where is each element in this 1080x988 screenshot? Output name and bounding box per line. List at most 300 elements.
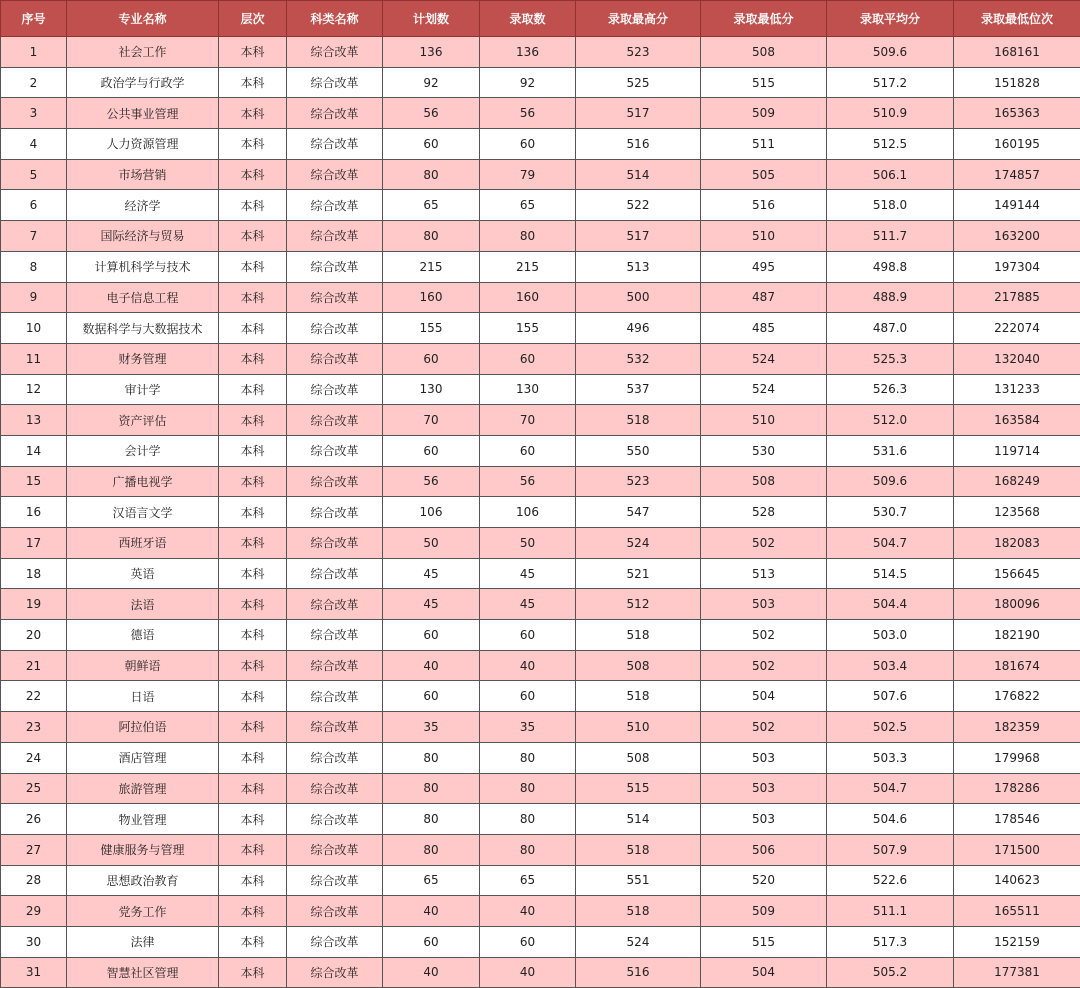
category: 综合改革 [287, 528, 383, 559]
header-row [1, 1, 1080, 37]
level: 本科 [219, 804, 287, 835]
category: 综合改革 [287, 804, 383, 835]
level: 本科 [219, 67, 287, 98]
min-score: 485 [701, 313, 827, 344]
row-index: 27 [1, 834, 67, 865]
category: 综合改革 [287, 773, 383, 804]
major-name: 计算机科学与技术 [67, 251, 219, 282]
level: 本科 [219, 37, 287, 68]
row-index: 4 [1, 129, 67, 160]
table-row [1, 558, 1080, 589]
min-score: 524 [701, 343, 827, 374]
avg-score: 503.3 [827, 742, 954, 773]
min-rank: 168249 [954, 466, 1080, 497]
category: 综合改革 [287, 957, 383, 988]
admitted-count: 106 [480, 497, 576, 528]
max-score: 547 [576, 497, 701, 528]
avg-score: 509.6 [827, 37, 954, 68]
avg-score: 507.6 [827, 681, 954, 712]
min-score: 524 [701, 374, 827, 405]
admitted-count: 40 [480, 650, 576, 681]
level: 本科 [219, 190, 287, 221]
major-name: 汉语言文学 [67, 497, 219, 528]
row-index: 1 [1, 37, 67, 68]
major-name: 数据科学与大数据技术 [67, 313, 219, 344]
avg-score: 505.2 [827, 957, 954, 988]
admitted-count: 45 [480, 589, 576, 620]
admitted-count: 60 [480, 620, 576, 651]
category: 综合改革 [287, 374, 383, 405]
min-score: 503 [701, 804, 827, 835]
min-rank: 197304 [954, 251, 1080, 282]
min-score: 508 [701, 37, 827, 68]
admitted-count: 136 [480, 37, 576, 68]
level: 本科 [219, 343, 287, 374]
admitted-count: 40 [480, 896, 576, 927]
min-rank: 123568 [954, 497, 1080, 528]
avg-score: 526.3 [827, 374, 954, 405]
avg-score: 503.0 [827, 620, 954, 651]
plan-count: 80 [383, 159, 480, 190]
major-name: 资产评估 [67, 405, 219, 436]
level: 本科 [219, 589, 287, 620]
plan-count: 70 [383, 405, 480, 436]
col-avg-score-header: 录取平均分 [827, 1, 954, 37]
level: 本科 [219, 159, 287, 190]
table-row [1, 497, 1080, 528]
max-score: 518 [576, 834, 701, 865]
table-row [1, 528, 1080, 559]
max-score: 518 [576, 620, 701, 651]
major-name: 物业管理 [67, 804, 219, 835]
plan-count: 160 [383, 282, 480, 313]
max-score: 516 [576, 129, 701, 160]
min-rank: 217885 [954, 282, 1080, 313]
min-score: 528 [701, 497, 827, 528]
admitted-count: 79 [480, 159, 576, 190]
table-row [1, 129, 1080, 160]
min-rank: 140623 [954, 865, 1080, 896]
row-index: 12 [1, 374, 67, 405]
min-rank: 156645 [954, 558, 1080, 589]
min-rank: 178546 [954, 804, 1080, 835]
admitted-count: 56 [480, 98, 576, 129]
admitted-count: 60 [480, 129, 576, 160]
major-name: 公共事业管理 [67, 98, 219, 129]
table-row [1, 343, 1080, 374]
min-rank: 179968 [954, 742, 1080, 773]
level: 本科 [219, 435, 287, 466]
row-index: 20 [1, 620, 67, 651]
min-rank: 149144 [954, 190, 1080, 221]
category: 综合改革 [287, 98, 383, 129]
row-index: 29 [1, 896, 67, 927]
row-index: 30 [1, 926, 67, 957]
row-index: 21 [1, 650, 67, 681]
min-score: 515 [701, 67, 827, 98]
level: 本科 [219, 405, 287, 436]
row-index: 11 [1, 343, 67, 374]
row-index: 5 [1, 159, 67, 190]
min-score: 513 [701, 558, 827, 589]
min-score: 508 [701, 466, 827, 497]
max-score: 551 [576, 865, 701, 896]
avg-score: 504.6 [827, 804, 954, 835]
max-score: 522 [576, 190, 701, 221]
avg-score: 517.2 [827, 67, 954, 98]
min-rank: 174857 [954, 159, 1080, 190]
plan-count: 80 [383, 773, 480, 804]
row-index: 17 [1, 528, 67, 559]
admitted-count: 65 [480, 865, 576, 896]
max-score: 524 [576, 528, 701, 559]
min-score: 520 [701, 865, 827, 896]
major-name: 国际经济与贸易 [67, 221, 219, 252]
level: 本科 [219, 221, 287, 252]
level: 本科 [219, 98, 287, 129]
major-name: 西班牙语 [67, 528, 219, 559]
major-name: 朝鲜语 [67, 650, 219, 681]
level: 本科 [219, 712, 287, 743]
avg-score: 498.8 [827, 251, 954, 282]
min-rank: 163200 [954, 221, 1080, 252]
plan-count: 40 [383, 650, 480, 681]
min-score: 505 [701, 159, 827, 190]
major-name: 健康服务与管理 [67, 834, 219, 865]
col-max-score-header: 录取最高分 [576, 1, 701, 37]
min-rank: 165511 [954, 896, 1080, 927]
row-index: 18 [1, 558, 67, 589]
major-name: 法律 [67, 926, 219, 957]
plan-count: 130 [383, 374, 480, 405]
min-rank: 171500 [954, 834, 1080, 865]
plan-count: 92 [383, 67, 480, 98]
category: 综合改革 [287, 742, 383, 773]
major-name: 人力资源管理 [67, 129, 219, 160]
row-index: 23 [1, 712, 67, 743]
admitted-count: 92 [480, 67, 576, 98]
admitted-count: 80 [480, 742, 576, 773]
major-name: 旅游管理 [67, 773, 219, 804]
avg-score: 512.5 [827, 129, 954, 160]
max-score: 518 [576, 681, 701, 712]
row-index: 10 [1, 313, 67, 344]
admitted-count: 160 [480, 282, 576, 313]
major-name: 社会工作 [67, 37, 219, 68]
category: 综合改革 [287, 435, 383, 466]
max-score: 532 [576, 343, 701, 374]
min-rank: 151828 [954, 67, 1080, 98]
category: 综合改革 [287, 190, 383, 221]
max-score: 496 [576, 313, 701, 344]
min-score: 516 [701, 190, 827, 221]
category: 综合改革 [287, 129, 383, 160]
category: 综合改革 [287, 405, 383, 436]
level: 本科 [219, 865, 287, 896]
max-score: 516 [576, 957, 701, 988]
admitted-count: 130 [480, 374, 576, 405]
level: 本科 [219, 926, 287, 957]
avg-score: 503.4 [827, 650, 954, 681]
table-row [1, 620, 1080, 651]
row-index: 28 [1, 865, 67, 896]
table-row [1, 466, 1080, 497]
min-score: 511 [701, 129, 827, 160]
table-row [1, 221, 1080, 252]
admitted-count: 45 [480, 558, 576, 589]
max-score: 517 [576, 221, 701, 252]
major-name: 法语 [67, 589, 219, 620]
major-name: 智慧社区管理 [67, 957, 219, 988]
max-score: 515 [576, 773, 701, 804]
level: 本科 [219, 466, 287, 497]
table-row [1, 773, 1080, 804]
avg-score: 504.7 [827, 528, 954, 559]
table-row [1, 589, 1080, 620]
avg-score: 518.0 [827, 190, 954, 221]
plan-count: 60 [383, 620, 480, 651]
table-row [1, 926, 1080, 957]
row-index: 19 [1, 589, 67, 620]
category: 综合改革 [287, 313, 383, 344]
level: 本科 [219, 497, 287, 528]
table-row [1, 251, 1080, 282]
category: 综合改革 [287, 251, 383, 282]
min-score: 502 [701, 528, 827, 559]
category: 综合改革 [287, 67, 383, 98]
row-index: 16 [1, 497, 67, 528]
max-score: 518 [576, 896, 701, 927]
plan-count: 215 [383, 251, 480, 282]
major-name: 广播电视学 [67, 466, 219, 497]
row-index: 26 [1, 804, 67, 835]
category: 综合改革 [287, 620, 383, 651]
col-category-header: 科类名称 [287, 1, 383, 37]
admitted-count: 50 [480, 528, 576, 559]
level: 本科 [219, 374, 287, 405]
max-score: 508 [576, 742, 701, 773]
category: 综合改革 [287, 589, 383, 620]
category: 综合改革 [287, 834, 383, 865]
col-level-header: 层次 [219, 1, 287, 37]
major-name: 思想政治教育 [67, 865, 219, 896]
min-rank: 131233 [954, 374, 1080, 405]
level: 本科 [219, 528, 287, 559]
max-score: 500 [576, 282, 701, 313]
category: 综合改革 [287, 343, 383, 374]
table-row [1, 742, 1080, 773]
admitted-count: 60 [480, 343, 576, 374]
level: 本科 [219, 251, 287, 282]
avg-score: 531.6 [827, 435, 954, 466]
category: 综合改革 [287, 159, 383, 190]
avg-score: 487.0 [827, 313, 954, 344]
col-min-rank-header: 录取最低位次 [954, 1, 1080, 37]
min-rank: 182190 [954, 620, 1080, 651]
table-row [1, 37, 1080, 68]
row-index: 31 [1, 957, 67, 988]
admitted-count: 60 [480, 926, 576, 957]
min-score: 504 [701, 681, 827, 712]
category: 综合改革 [287, 865, 383, 896]
admitted-count: 155 [480, 313, 576, 344]
level: 本科 [219, 558, 287, 589]
min-score: 503 [701, 773, 827, 804]
min-score: 495 [701, 251, 827, 282]
major-name: 酒店管理 [67, 742, 219, 773]
category: 综合改革 [287, 221, 383, 252]
max-score: 514 [576, 804, 701, 835]
min-rank: 176822 [954, 681, 1080, 712]
avg-score: 530.7 [827, 497, 954, 528]
category: 综合改革 [287, 926, 383, 957]
row-index: 6 [1, 190, 67, 221]
table-row [1, 282, 1080, 313]
admitted-count: 215 [480, 251, 576, 282]
row-index: 24 [1, 742, 67, 773]
min-rank: 222074 [954, 313, 1080, 344]
max-score: 510 [576, 712, 701, 743]
min-rank: 177381 [954, 957, 1080, 988]
avg-score: 504.7 [827, 773, 954, 804]
level: 本科 [219, 129, 287, 160]
major-name: 审计学 [67, 374, 219, 405]
level: 本科 [219, 773, 287, 804]
level: 本科 [219, 742, 287, 773]
min-score: 503 [701, 742, 827, 773]
row-index: 3 [1, 98, 67, 129]
plan-count: 106 [383, 497, 480, 528]
level: 本科 [219, 681, 287, 712]
max-score: 513 [576, 251, 701, 282]
level: 本科 [219, 313, 287, 344]
max-score: 523 [576, 37, 701, 68]
admitted-count: 80 [480, 804, 576, 835]
avg-score: 512.0 [827, 405, 954, 436]
admitted-count: 65 [480, 190, 576, 221]
min-score: 515 [701, 926, 827, 957]
major-name: 日语 [67, 681, 219, 712]
table-row [1, 865, 1080, 896]
level: 本科 [219, 896, 287, 927]
avg-score: 514.5 [827, 558, 954, 589]
max-score: 523 [576, 466, 701, 497]
plan-count: 56 [383, 98, 480, 129]
row-index: 2 [1, 67, 67, 98]
row-index: 8 [1, 251, 67, 282]
level: 本科 [219, 650, 287, 681]
max-score: 537 [576, 374, 701, 405]
major-name: 会计学 [67, 435, 219, 466]
min-score: 510 [701, 221, 827, 252]
major-name: 党务工作 [67, 896, 219, 927]
category: 综合改革 [287, 37, 383, 68]
plan-count: 40 [383, 896, 480, 927]
avg-score: 509.6 [827, 466, 954, 497]
min-score: 509 [701, 896, 827, 927]
plan-count: 80 [383, 221, 480, 252]
max-score: 521 [576, 558, 701, 589]
admitted-count: 60 [480, 681, 576, 712]
plan-count: 155 [383, 313, 480, 344]
category: 综合改革 [287, 466, 383, 497]
major-name: 英语 [67, 558, 219, 589]
table-row [1, 712, 1080, 743]
min-score: 502 [701, 712, 827, 743]
table-row [1, 405, 1080, 436]
avg-score: 504.4 [827, 589, 954, 620]
level: 本科 [219, 282, 287, 313]
plan-count: 45 [383, 558, 480, 589]
table-row [1, 313, 1080, 344]
table-row [1, 957, 1080, 988]
major-name: 德语 [67, 620, 219, 651]
category: 综合改革 [287, 497, 383, 528]
row-index: 22 [1, 681, 67, 712]
avg-score: 507.9 [827, 834, 954, 865]
category: 综合改革 [287, 650, 383, 681]
table-row [1, 67, 1080, 98]
plan-count: 136 [383, 37, 480, 68]
plan-count: 50 [383, 528, 480, 559]
min-rank: 182359 [954, 712, 1080, 743]
admitted-count: 40 [480, 957, 576, 988]
col-major-header: 专业名称 [67, 1, 219, 37]
plan-count: 60 [383, 129, 480, 160]
plan-count: 65 [383, 865, 480, 896]
avg-score: 511.7 [827, 221, 954, 252]
table-header [1, 1, 1080, 37]
table-row [1, 896, 1080, 927]
min-rank: 119714 [954, 435, 1080, 466]
row-index: 9 [1, 282, 67, 313]
min-score: 502 [701, 650, 827, 681]
avg-score: 517.3 [827, 926, 954, 957]
table-row [1, 681, 1080, 712]
major-name: 财务管理 [67, 343, 219, 374]
table-row [1, 159, 1080, 190]
plan-count: 60 [383, 926, 480, 957]
min-rank: 163584 [954, 405, 1080, 436]
table-row [1, 374, 1080, 405]
admitted-count: 80 [480, 834, 576, 865]
major-name: 经济学 [67, 190, 219, 221]
row-index: 7 [1, 221, 67, 252]
major-name: 市场营销 [67, 159, 219, 190]
avg-score: 502.5 [827, 712, 954, 743]
min-rank: 168161 [954, 37, 1080, 68]
plan-count: 60 [383, 681, 480, 712]
category: 综合改革 [287, 712, 383, 743]
avg-score: 488.9 [827, 282, 954, 313]
row-index: 13 [1, 405, 67, 436]
plan-count: 40 [383, 957, 480, 988]
max-score: 550 [576, 435, 701, 466]
plan-count: 80 [383, 742, 480, 773]
avg-score: 525.3 [827, 343, 954, 374]
plan-count: 35 [383, 712, 480, 743]
admitted-count: 70 [480, 405, 576, 436]
max-score: 518 [576, 405, 701, 436]
plan-count: 65 [383, 190, 480, 221]
min-score: 487 [701, 282, 827, 313]
admitted-count: 80 [480, 221, 576, 252]
min-score: 502 [701, 620, 827, 651]
category: 综合改革 [287, 681, 383, 712]
plan-count: 80 [383, 834, 480, 865]
min-rank: 152159 [954, 926, 1080, 957]
row-index: 14 [1, 435, 67, 466]
